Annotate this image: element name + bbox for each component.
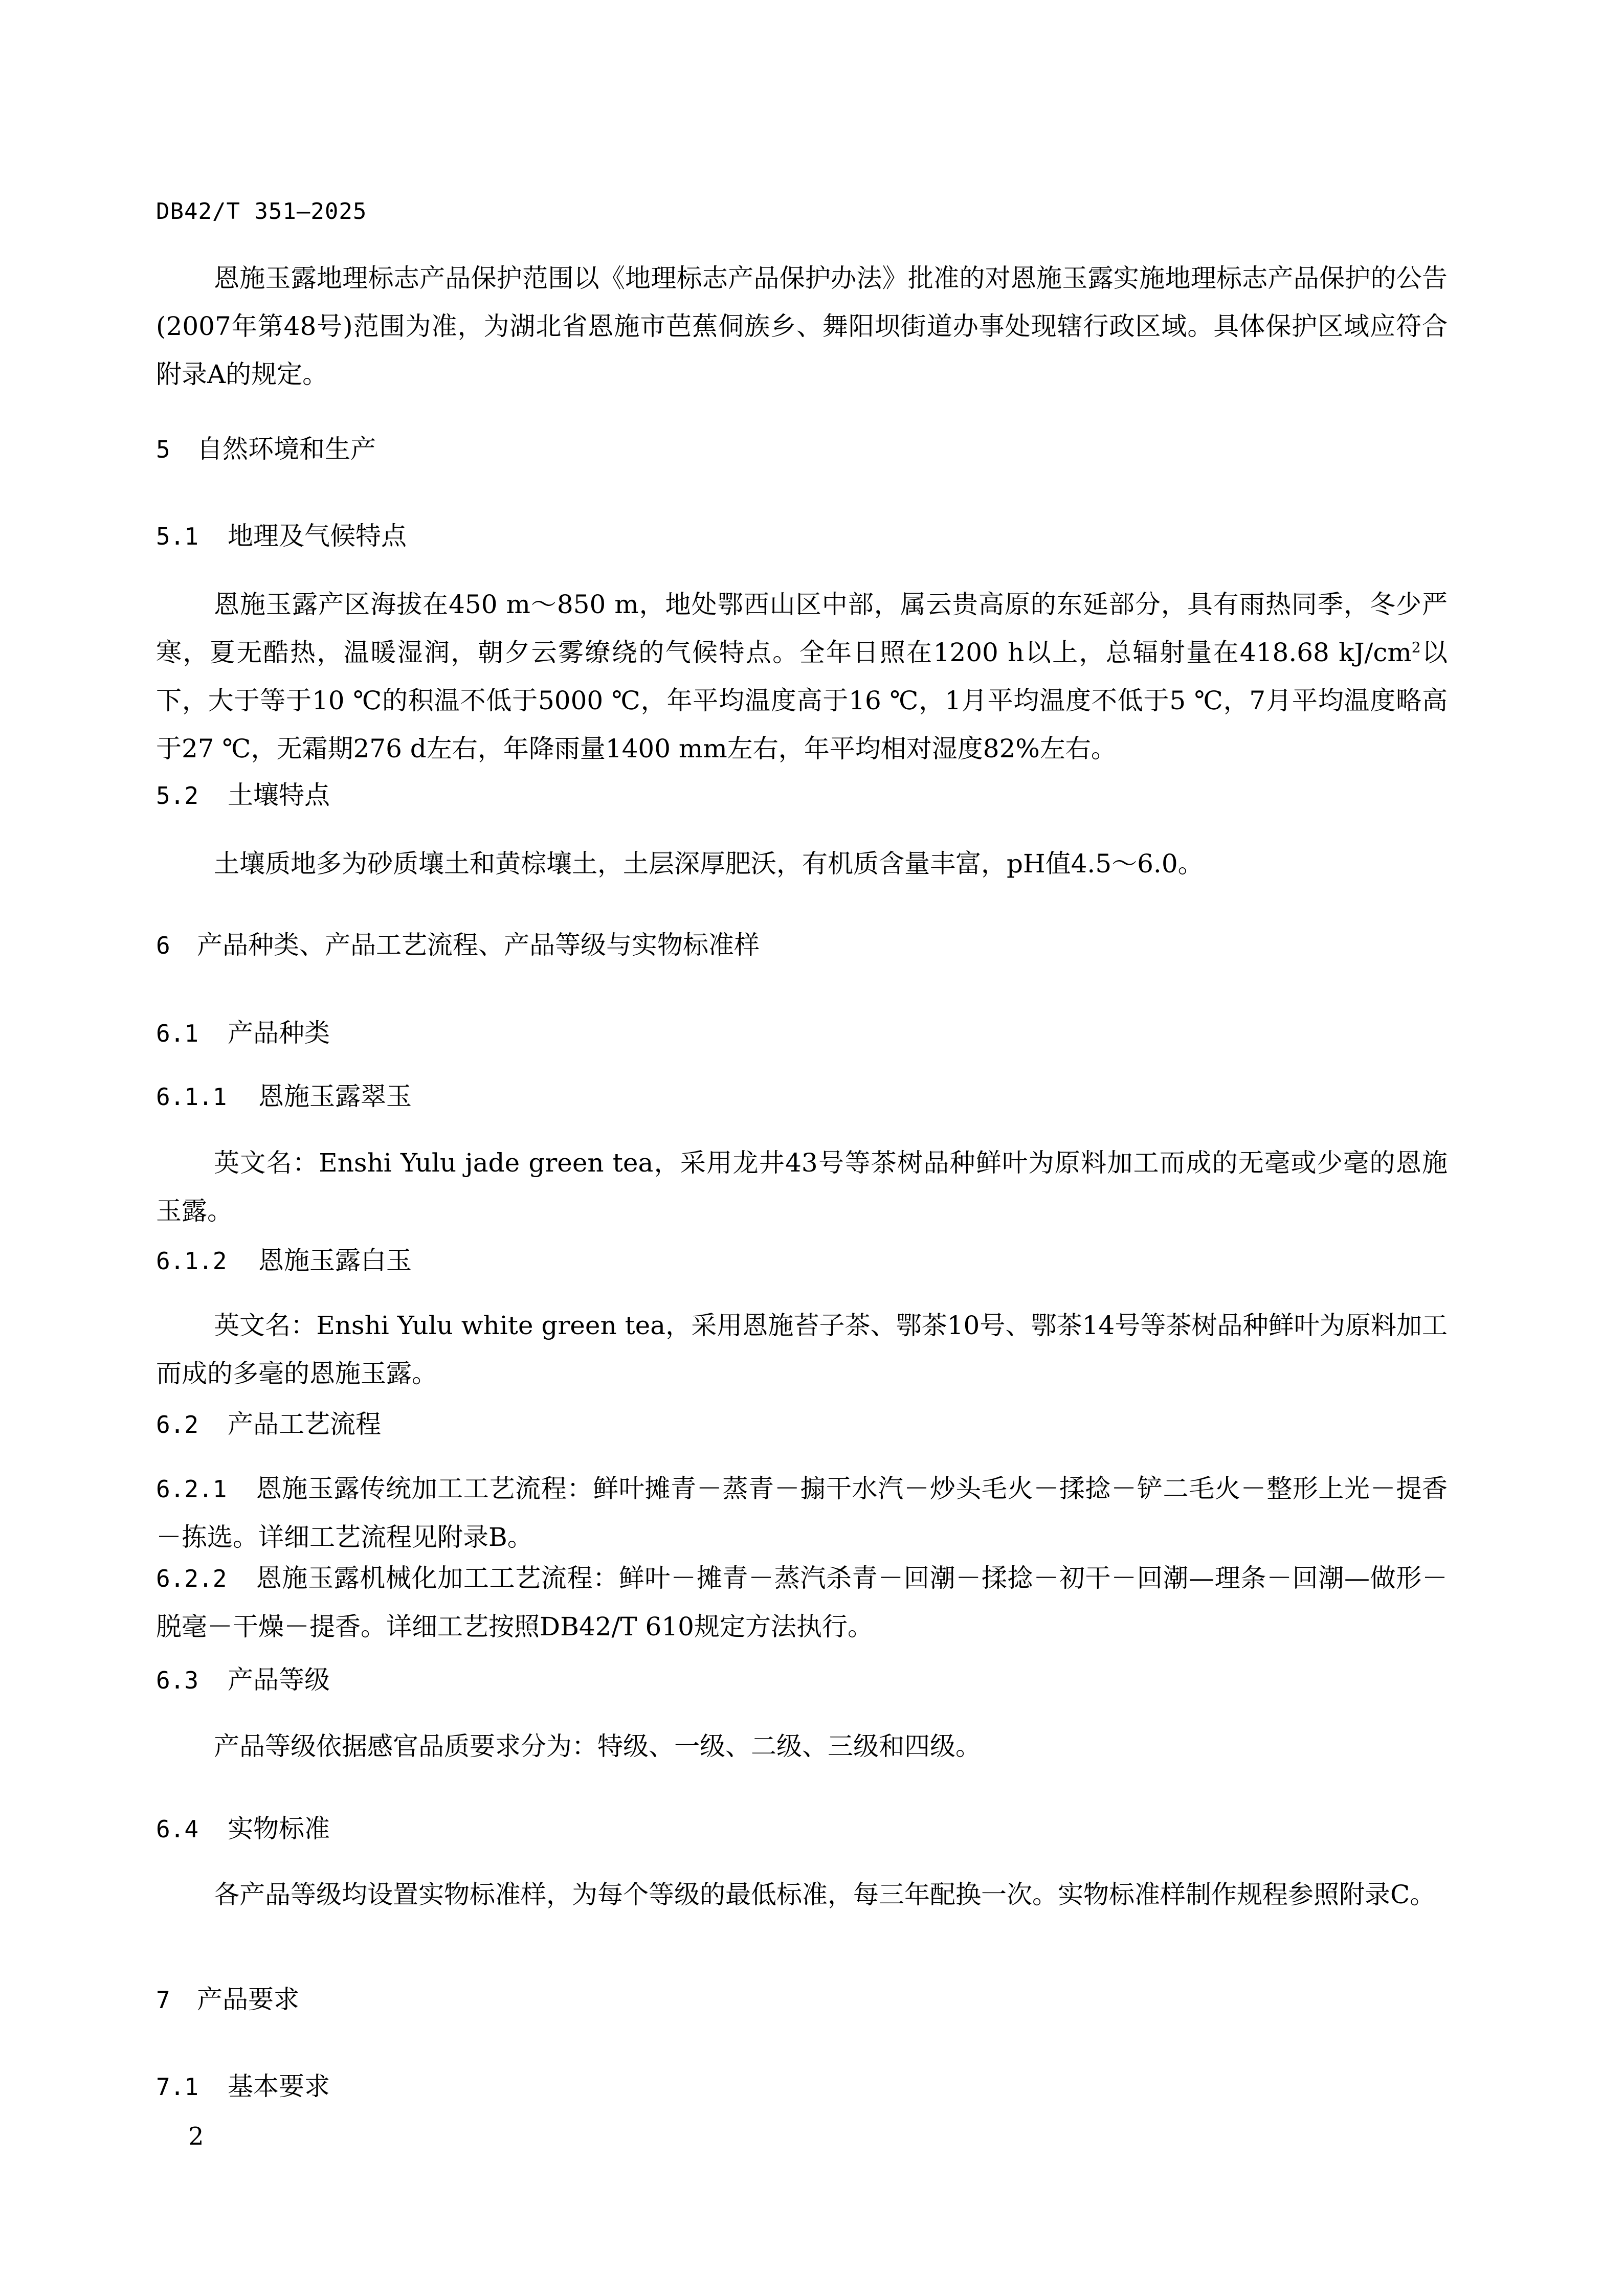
section-heading-6 <box>156 930 760 961</box>
section-heading-6-4 <box>156 1813 330 1844</box>
clause-text: 恩施玉露传统加工工艺流程：鲜叶摊青－蒸青－搧干水汽－炒头毛火－揉捻－铲二毛火－整形上光－提香－拣选。详细工艺流程见附录B。 <box>156 1474 1448 1552</box>
section-number: 7 <box>156 1986 170 2014</box>
clause-6-2-2 <box>156 1554 1448 1651</box>
section-title: 恩施玉露白玉 <box>258 1246 412 1275</box>
clause-number: 6.2.2 <box>156 1565 227 1592</box>
clause-number: 6.2.1 <box>156 1475 227 1503</box>
baiyu-paragraph: 英文名：Enshi Yulu white green tea，采用恩施苔子茶、鄂茶10号、鄂茶14号等茶树品种鲜叶为原料加工而成的多毫的恩施玉露。 <box>156 1311 1448 1388</box>
section-heading-7-1 <box>156 2071 330 2102</box>
section-heading-5-1 <box>156 521 407 552</box>
superscript-2: 2 <box>1411 639 1421 656</box>
section-heading-6-1 <box>156 1018 330 1049</box>
section-heading-6-2 <box>156 1409 381 1440</box>
section-title: 土壤特点 <box>228 780 330 810</box>
section-number: 5 <box>156 436 170 463</box>
section-title: 实物标准 <box>228 1814 330 1843</box>
section-number: 6.4 <box>156 1815 199 1843</box>
section-heading-7 <box>156 1984 299 2015</box>
section-number: 6.3 <box>156 1667 199 1694</box>
page-number: 2 <box>188 2122 204 2151</box>
cuiyu-paragraph: 英文名：Enshi Yulu jade green tea，采用龙井43号等茶树品种鲜叶为原料加工而成的无毫或少毫的恩施玉露。 <box>156 1148 1448 1226</box>
grade-paragraph: 产品等级依据感官品质要求分为：特级、一级、二级、三级和四级。 <box>214 1731 981 1761</box>
geo-climate-text-2: 以下，大于等于10 ℃的积温不低于5000 ℃，年平均温度高于16 ℃，1月平均温度不低于5 ℃，7月平均温度略高于27 ℃，无霜期276 d左右，年降雨量1400 mm左右，年平均相对湿度82%左右。 <box>156 638 1448 763</box>
section-number: 6 <box>156 932 170 959</box>
section-number: 6.1.2 <box>156 1247 227 1275</box>
section-title: 产品种类 <box>228 1018 330 1048</box>
clause-6-2-1 <box>156 1465 1448 1561</box>
section-number: 6.2 <box>156 1411 199 1438</box>
section-number: 6.1.1 <box>156 1083 227 1111</box>
section-number: 5.2 <box>156 782 199 809</box>
section-title: 地理及气候特点 <box>228 521 407 551</box>
section-title: 产品要求 <box>197 1985 299 2014</box>
section-title: 产品等级 <box>228 1665 330 1695</box>
section-heading-6-3 <box>156 1664 330 1696</box>
section-heading-6-1-2 <box>156 1245 412 1276</box>
sample-paragraph: 各产品等级均设置实物标准样，为每个等级的最低标准，每三年配换一次。实物标准样制作规程参照附录C。 <box>214 1880 1436 1909</box>
scope-paragraph: 恩施玉露地理标志产品保护范围以《地理标志产品保护办法》批准的对恩施玉露实施地理标志产品保护的公告(2007年第48号)范围为准，为湖北省恩施市芭蕉侗族乡、舞阳坝街道办事处现辖行政区域。具体保护区域应符合附录A的规定。 <box>156 263 1448 389</box>
section-number: 5.1 <box>156 523 199 550</box>
soil-paragraph: 土壤质地多为砂质壤土和黄棕壤土，土层深厚肥沃，有机质含量丰富，pH值4.5～6.0。 <box>214 849 1204 879</box>
section-title: 恩施玉露翠玉 <box>258 1082 412 1111</box>
section-heading-5 <box>156 434 376 465</box>
section-title: 基本要求 <box>228 2072 330 2101</box>
section-heading-6-1-1 <box>156 1081 412 1112</box>
geo-climate-text-1: 恩施玉露产区海拔在450 m～850 m，地处鄂西山区中部，属云贵高原的东延部分，具有雨热同季，冬少严寒，夏无酷热，温暖湿润，朝夕云雾缭绕的气候特点。全年日照在1200 h以上，总辐射量在418.68 kJ/cm <box>156 590 1448 667</box>
standard-code: DB42/T 351—2025 <box>156 198 367 224</box>
section-title: 产品工艺流程 <box>228 1409 381 1439</box>
section-title: 自然环境和生产 <box>197 434 376 464</box>
section-number: 6.1 <box>156 1020 199 1047</box>
geo-climate-paragraph <box>156 580 1448 773</box>
section-number: 7.1 <box>156 2073 199 2101</box>
clause-text: 恩施玉露机械化加工工艺流程：鲜叶－摊青－蒸汽杀青－回潮－揉捻－初干－回潮—理条－回潮—做形－脱毫－干燥－提香。详细工艺按照DB42/T 610规定方法执行。 <box>156 1563 1448 1641</box>
section-heading-5-2 <box>156 780 330 811</box>
section-title: 产品种类、产品工艺流程、产品等级与实物标准样 <box>197 930 760 960</box>
